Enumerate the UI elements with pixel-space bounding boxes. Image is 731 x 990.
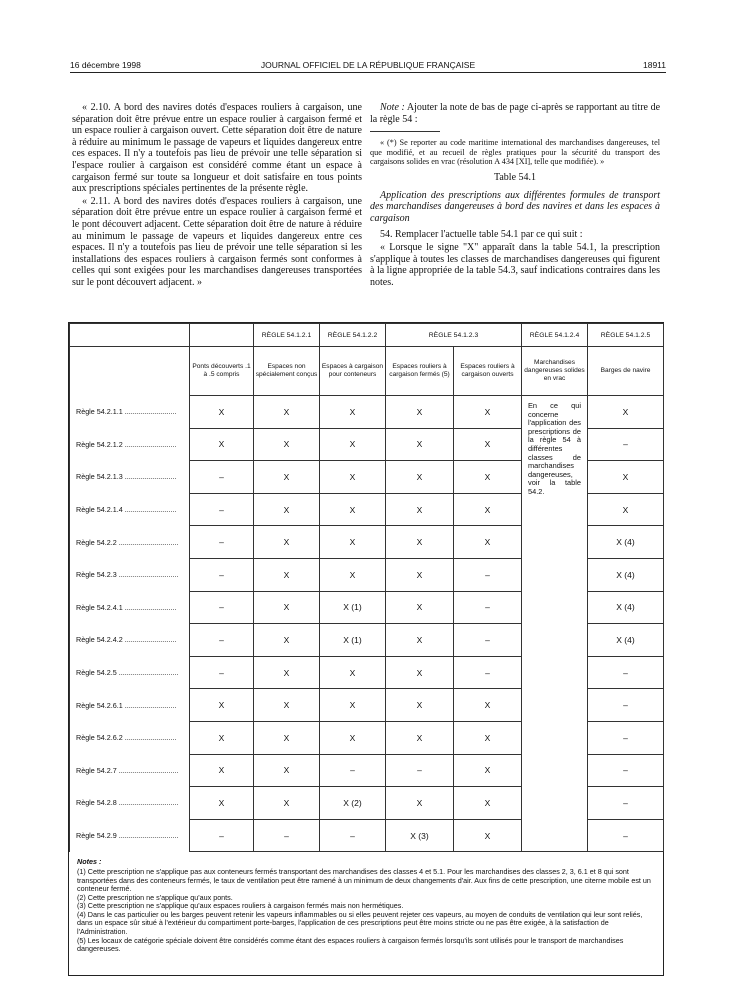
table-cell: X — [190, 754, 254, 787]
regulation-table — [68, 322, 664, 976]
table-cell: X — [254, 754, 320, 787]
table-cell: – — [588, 754, 664, 787]
header-journal-title: JOURNAL OFFICIEL DE LA RÉPUBLIQUE FRANÇAISE — [260, 60, 476, 70]
table-cell: X — [386, 624, 454, 657]
left-text-column — [72, 102, 362, 290]
table-cell: X — [386, 428, 454, 461]
paragraph-2-10: « 2.10. A bord des navires dotés d'espaces rouliers à cargaison, une séparation doit être prévue entre un espace roulier à cargaison fermé et un espace roulier à cargaison ouvert. Cette séparation doit être de nature à réduire au minimum le passage de vapeurs et liquides dangereux entre ces espaces. Il n'y a toutefois pas lieu de prévoir une telle séparation si l'espace roulier à cargaison est considéré comme étant un espace à cargaison fermé sur toute sa longueur et doit satisfaire en tous points aux prescriptions spéciales pertinentes de la présente règle. — [72, 102, 362, 195]
table-cell: – — [454, 656, 522, 689]
table-cell: – — [190, 526, 254, 559]
table-cell: X — [320, 493, 386, 526]
table-cell: X — [386, 493, 454, 526]
table-cell: X — [190, 689, 254, 722]
row-label: Règle 54.2.3 .............................. — [70, 558, 190, 591]
table-cell: X — [386, 721, 454, 754]
table-cell: X — [454, 819, 522, 852]
paragraph-2-11: « 2.11. A bord des navires dotés d'espaces rouliers à cargaison, une séparation doit être prévue entre un espace roulier à cargaison fermé et le pont découvert adjacent. Cette séparation doit être de nature à réduire au minimum le passage de vapeurs et liquides dangereux entre ces espaces. Il n'y a toutefois pas lieu de prévoir une telle séparation si les installations des espaces rouliers à cargaison fermés sont conformes à celles qui sont exigées pour les marchandises dangereuses transportées sur le pont découvert adjacent. » — [72, 195, 362, 288]
table-cell: X — [588, 493, 664, 526]
row-label: Règle 54.2.5 .............................. — [70, 656, 190, 689]
row-label: Règle 54.2.2 .............................. — [70, 526, 190, 559]
table-cell: X (2) — [320, 787, 386, 820]
table-cell: X — [320, 689, 386, 722]
table-cell: – — [588, 656, 664, 689]
table-cell: – — [454, 591, 522, 624]
row-label: Règle 54.2.1.4 .......................... — [70, 493, 190, 526]
table-cell: X — [190, 787, 254, 820]
table-row — [70, 396, 664, 429]
table-cell: X — [254, 526, 320, 559]
table-cell: X — [320, 428, 386, 461]
table-cell: – — [588, 819, 664, 852]
table-cell: X — [588, 461, 664, 494]
table-cell: – — [254, 819, 320, 852]
table-cell: X — [386, 461, 454, 494]
row-label: Règle 54.2.4.2 .......................... — [70, 624, 190, 657]
table-cell: X — [254, 558, 320, 591]
table-cell: – — [190, 656, 254, 689]
footnote-text: « (*) Se reporter au code maritime international des marchandises dangereuses, tel que modifié, et au recueil de règles pratiques pour la sécurité du transport des cargaisons solides en vrac (résolution A 434 [XI], telle que modifiée). » — [370, 138, 660, 167]
table-grid — [69, 323, 664, 852]
table-cell: X — [454, 721, 522, 754]
table-cell: X (4) — [588, 558, 664, 591]
note-paragraph — [370, 102, 660, 125]
table-cell: X — [454, 787, 522, 820]
table-cell: X — [454, 493, 522, 526]
rule-54-1-2-4-header: RÈGLE 54.1.2.4 — [522, 324, 588, 347]
table-cell: X — [254, 428, 320, 461]
table-cell: X — [454, 754, 522, 787]
table-cell: X — [254, 591, 320, 624]
table-cell: – — [190, 558, 254, 591]
col-solides-vrac: Marchandises dangereuses solides en vrac — [522, 347, 588, 396]
table-cell: X — [254, 461, 320, 494]
table-cell: – — [190, 624, 254, 657]
table-cell: X — [386, 526, 454, 559]
table-cell: X — [190, 721, 254, 754]
row-label: Règle 54.2.6.2 .......................... — [70, 721, 190, 754]
table-cell: X — [254, 787, 320, 820]
note-1: (1) Cette prescription ne s'applique pas aux conteneurs fermés transportant des marchandises des classes 4 et 5.1. Pour les marchandises des classes 2, 3, 6.1 et 8 qui sont transportées dans des conteneurs fermés, le taux de ventilation peut être ramené à un minimum de deux changements d'air. Aux fins de cette prescription, une citerne mobile est un conteneur fermé. — [77, 866, 651, 894]
replace-instruction: 54. Remplacer l'actuelle table 54.1 par ce qui suit : — [380, 229, 583, 241]
table-cell: – — [588, 428, 664, 461]
table-caption: Application des prescriptions aux différentes formules de transport des marchandises dangereuses à bord des navires et dans les espaces à cargaison — [370, 189, 660, 224]
table-cell: X — [454, 461, 522, 494]
row-label: Règle 54.2.7 .............................. — [70, 754, 190, 787]
row-label: Règle 54.2.8 .............................. — [70, 787, 190, 820]
table-cell: X — [254, 624, 320, 657]
header-row-rules — [70, 324, 664, 347]
table-cell: – — [454, 624, 522, 657]
right-text-column — [370, 102, 660, 289]
row-label: Règle 54.2.4.1 .......................... — [70, 591, 190, 624]
table-cell: – — [320, 754, 386, 787]
notes-title: Notes : — [77, 857, 102, 867]
table-cell: – — [190, 591, 254, 624]
table-cell: X — [588, 396, 664, 429]
table-cell: X (3) — [386, 819, 454, 852]
note-2: (2) Cette prescription ne s'applique qu'aux ponts. — [77, 892, 233, 902]
table-cell: X — [190, 396, 254, 429]
row-label: Règle 54.2.6.1 .......................... — [70, 689, 190, 722]
note-5: (5) Les locaux de catégorie spéciale doivent être considérés comme étant des espaces rouliers à cargaison fermés lorsqu'ils sont utilisés pour le transport de marchandises dangereuses. — [77, 935, 624, 954]
table-cell: X — [320, 396, 386, 429]
x-sign-explanation: « Lorsque le signe "X" apparaît dans la table 54.1, la prescription s'applique à toutes les classes de marchandises dangereuses qui figurent à la ligne appropriée de la table 54.3, sauf indications contraires dans les notes. — [370, 241, 660, 288]
table-cell: X — [190, 428, 254, 461]
table-cell: – — [386, 754, 454, 787]
page-header — [70, 58, 666, 73]
table-cell: X — [320, 558, 386, 591]
table-cell: X — [320, 656, 386, 689]
note-3: (3) Cette prescription ne s'applique qu'aux espaces rouliers à cargaison fermés mais non hermétiques. — [77, 901, 404, 911]
table-cell: X — [386, 656, 454, 689]
table-cell: X (4) — [588, 624, 664, 657]
rule-54-1-2-5-header: RÈGLE 54.1.2.5 — [588, 324, 664, 347]
table-cell: – — [190, 493, 254, 526]
table-cell: X — [320, 461, 386, 494]
table-cell: X — [386, 591, 454, 624]
table-cell: X — [254, 396, 320, 429]
note-label: Note : — [380, 102, 405, 113]
table-cell: X — [386, 787, 454, 820]
table-cell: X — [454, 428, 522, 461]
table-notes — [69, 852, 663, 954]
empty-corner-cell — [70, 324, 190, 347]
table-cell: – — [588, 689, 664, 722]
table-cell: – — [588, 787, 664, 820]
table-cell: X — [386, 689, 454, 722]
table-cell: – — [454, 558, 522, 591]
table-cell: X — [454, 689, 522, 722]
table-cell: X — [320, 721, 386, 754]
rule-54-1-2-1-header: RÈGLE 54.1.2.1 — [254, 324, 320, 347]
rule-54-1-2-3-header: RÈGLE 54.1.2.3 — [386, 324, 522, 347]
col-espaces-conteneurs: Espaces à cargaison pour conteneurs — [320, 347, 386, 396]
table-title: Table 54.1 — [493, 171, 537, 183]
table-cell: X — [254, 493, 320, 526]
col-ponts-decouverts: Ponts découverts .1 à .5 compris — [190, 347, 254, 396]
col-barges: Barges de navire — [588, 347, 664, 396]
table-cell: – — [190, 819, 254, 852]
table-cell: X — [454, 526, 522, 559]
header-date: 16 décembre 1998 — [70, 60, 141, 70]
table-cell: X — [254, 656, 320, 689]
table-cell: X — [320, 526, 386, 559]
solid-bulk-merged-cell: En ce qui concerne l'application des prescriptions de la règle 54 à différentes classes de marchandises dangereuses, voir la table 54.2. — [522, 396, 588, 852]
footnote-rule — [370, 131, 440, 132]
header-page-number: 18911 — [642, 60, 666, 70]
row-label: Règle 54.2.1.1 .......................... — [70, 396, 190, 429]
col-espaces-non-concus: Espaces non spécialement conçus — [254, 347, 320, 396]
table-cell: X (4) — [588, 526, 664, 559]
table-cell: X — [386, 396, 454, 429]
row-label: Règle 54.2.1.3 .......................... — [70, 461, 190, 494]
table-cell: X — [386, 558, 454, 591]
col-rouliers-ouverts: Espaces rouliers à cargaison ouverts — [454, 347, 522, 396]
row-label: Règle 54.2.1.2 .......................... — [70, 428, 190, 461]
table-cell: X — [254, 689, 320, 722]
table-cell: – — [588, 721, 664, 754]
table-cell: X (4) — [588, 591, 664, 624]
table-cell: X — [254, 721, 320, 754]
table-cell: X (1) — [320, 591, 386, 624]
table-cell: X — [454, 396, 522, 429]
row-label: Règle 54.2.9 .............................. — [70, 819, 190, 852]
empty-label-header — [70, 347, 190, 396]
col-rouliers-fermes: Espaces rouliers à cargaison fermés (5) — [386, 347, 454, 396]
note-text: Ajouter la note de bas de page ci-après se rapportant au titre de la règle 54 : — [370, 102, 661, 125]
note-4: (4) Dans le cas particulier ou les barges peuvent retenir les vapeurs inflammables ou si elles peuvent rejeter ces vapeurs, au moyen de conduits de ventilation qui leur sont reliés, dans un espace sûr situé à l'extérieur du compartiment porte-barges, l'application de ces prescriptions peut être moins stricte ou ne pas être exigée, à la satisfaction de l'Administration. — [77, 909, 643, 937]
table-cell: X (1) — [320, 624, 386, 657]
header-row-spaces — [70, 347, 664, 396]
rule-54-1-2-2-header: RÈGLE 54.1.2.2 — [320, 324, 386, 347]
table-cell: – — [320, 819, 386, 852]
table-cell: – — [190, 461, 254, 494]
empty-header-cell — [190, 324, 254, 347]
